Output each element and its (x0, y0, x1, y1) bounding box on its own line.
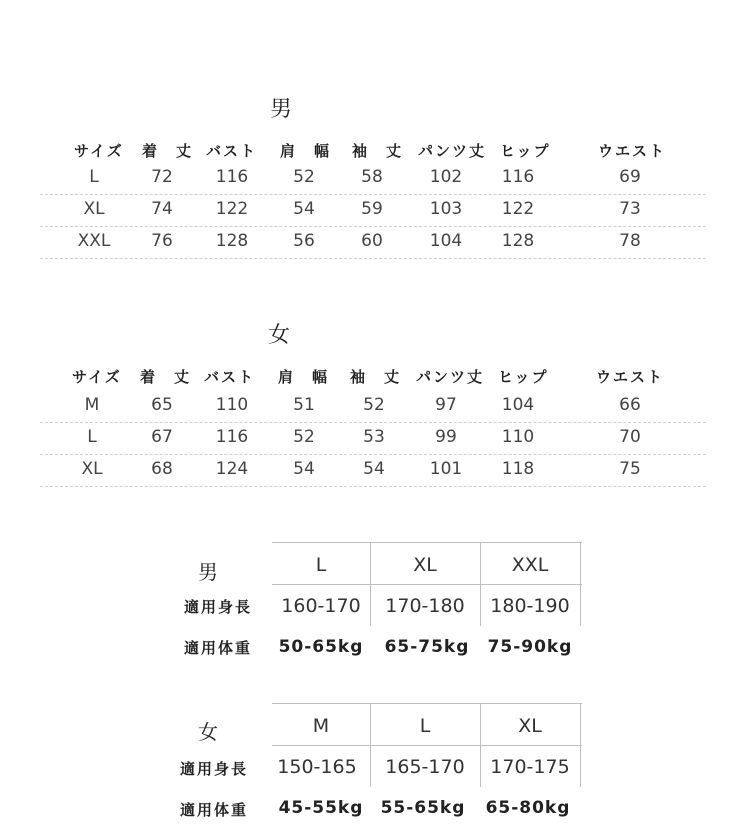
men-size-l: L (315, 554, 327, 576)
men-fit-title: 男 (198, 560, 218, 584)
men-height-label: 適用身長 (184, 598, 253, 616)
cell: 68 (151, 459, 173, 479)
cell: 72 (151, 167, 173, 187)
men-table-title: 男 (270, 97, 293, 122)
header-sleeve: 袖 丈 (350, 368, 402, 386)
men-height-xl: 170-180 (385, 595, 465, 617)
cell: 122 (501, 199, 535, 219)
women-weight-label: 適用体重 (180, 801, 249, 819)
women-size-xl: XL (518, 715, 542, 737)
women-weight-m: 45-55kg (278, 798, 364, 818)
women-height-xl: 170-175 (490, 756, 570, 778)
women-weight-l: 55-65kg (380, 798, 466, 818)
women-height-label: 適用身長 (180, 760, 249, 778)
cell: 76 (151, 231, 173, 251)
table-row (40, 390, 706, 423)
cell: 74 (151, 199, 173, 219)
cell: 52 (293, 427, 315, 447)
header-waist: ウエスト (598, 142, 667, 160)
table-row (40, 454, 706, 487)
men-weight-xl: 65-75kg (384, 637, 470, 657)
cell: 116 (215, 427, 249, 447)
cell: 54 (293, 199, 315, 219)
table-row (40, 422, 706, 455)
grid-line (272, 584, 582, 585)
cell: 52 (363, 395, 385, 415)
cell: 124 (215, 459, 249, 479)
header-length: 着 丈 (140, 368, 192, 386)
grid-line (272, 703, 582, 704)
cell: 67 (151, 427, 173, 447)
cell: 56 (293, 231, 315, 251)
grid-line (580, 703, 581, 787)
header-pants-length: パンツ丈 (416, 368, 485, 386)
cell: 104 (429, 231, 463, 251)
men-size-xl: XL (413, 554, 437, 576)
cell: 104 (501, 395, 535, 415)
women-height-m: 150-165 (277, 756, 357, 778)
cell: 66 (619, 395, 641, 415)
header-sleeve: 袖 丈 (352, 142, 404, 160)
cell: 58 (361, 167, 383, 187)
cell: 52 (293, 167, 315, 187)
cell: 128 (215, 231, 249, 251)
cell: 75 (619, 459, 641, 479)
header-shoulder: 肩 幅 (280, 142, 332, 160)
header-bust: バスト (204, 368, 256, 386)
cell: 116 (215, 167, 249, 187)
table-row (40, 162, 706, 195)
women-size-l: L (419, 715, 431, 737)
cell: 69 (619, 167, 641, 187)
header-shoulder: 肩 幅 (278, 368, 330, 386)
cell: 54 (363, 459, 385, 479)
header-size: サイズ (72, 368, 122, 386)
men-table-header (40, 140, 706, 164)
women-weight-xl: 65-80kg (485, 798, 571, 818)
cell-size: XL (83, 199, 105, 219)
men-size-xxl: XXL (511, 554, 549, 576)
grid-line (580, 542, 581, 626)
cell: 59 (361, 199, 383, 219)
cell: 78 (619, 231, 641, 251)
header-hip: ヒップ (500, 142, 551, 160)
women-table-title: 女 (268, 323, 291, 348)
men-weight-xxl: 75-90kg (487, 637, 573, 657)
cell-size: XXL (77, 231, 111, 251)
grid-line (272, 542, 582, 543)
cell: 53 (363, 427, 385, 447)
cell-size: L (89, 167, 99, 187)
header-bust: バスト (206, 142, 258, 160)
cell: 128 (501, 231, 535, 251)
cell: 110 (215, 395, 249, 415)
cell-size: XL (81, 459, 103, 479)
cell: 116 (501, 167, 535, 187)
cell: 54 (293, 459, 315, 479)
men-weight-label: 適用体重 (184, 639, 253, 657)
men-height-xxl: 180-190 (490, 595, 570, 617)
women-table-header (40, 366, 706, 390)
header-pants-length: パンツ丈 (418, 142, 487, 160)
cell: 110 (501, 427, 535, 447)
men-weight-l: 50-65kg (278, 637, 364, 657)
header-waist: ウエスト (596, 368, 665, 386)
header-size: サイズ (74, 142, 124, 160)
header-length: 着 丈 (142, 142, 194, 160)
cell: 99 (435, 427, 457, 447)
cell: 70 (619, 427, 641, 447)
cell: 122 (215, 199, 249, 219)
cell: 60 (361, 231, 383, 251)
women-height-l: 165-170 (385, 756, 465, 778)
grid-line (272, 745, 582, 746)
header-hip: ヒップ (498, 368, 549, 386)
cell: 97 (435, 395, 457, 415)
table-row (40, 226, 706, 259)
cell: 73 (619, 199, 641, 219)
women-size-m: M (312, 715, 330, 737)
cell-size: L (87, 427, 97, 447)
women-fit-title: 女 (198, 720, 218, 744)
cell-size: M (84, 395, 100, 415)
cell: 101 (429, 459, 463, 479)
cell: 51 (293, 395, 315, 415)
table-row (40, 194, 706, 227)
men-height-l: 160-170 (281, 595, 361, 617)
cell: 103 (429, 199, 463, 219)
cell: 65 (151, 395, 173, 415)
cell: 102 (429, 167, 463, 187)
cell: 118 (501, 459, 535, 479)
